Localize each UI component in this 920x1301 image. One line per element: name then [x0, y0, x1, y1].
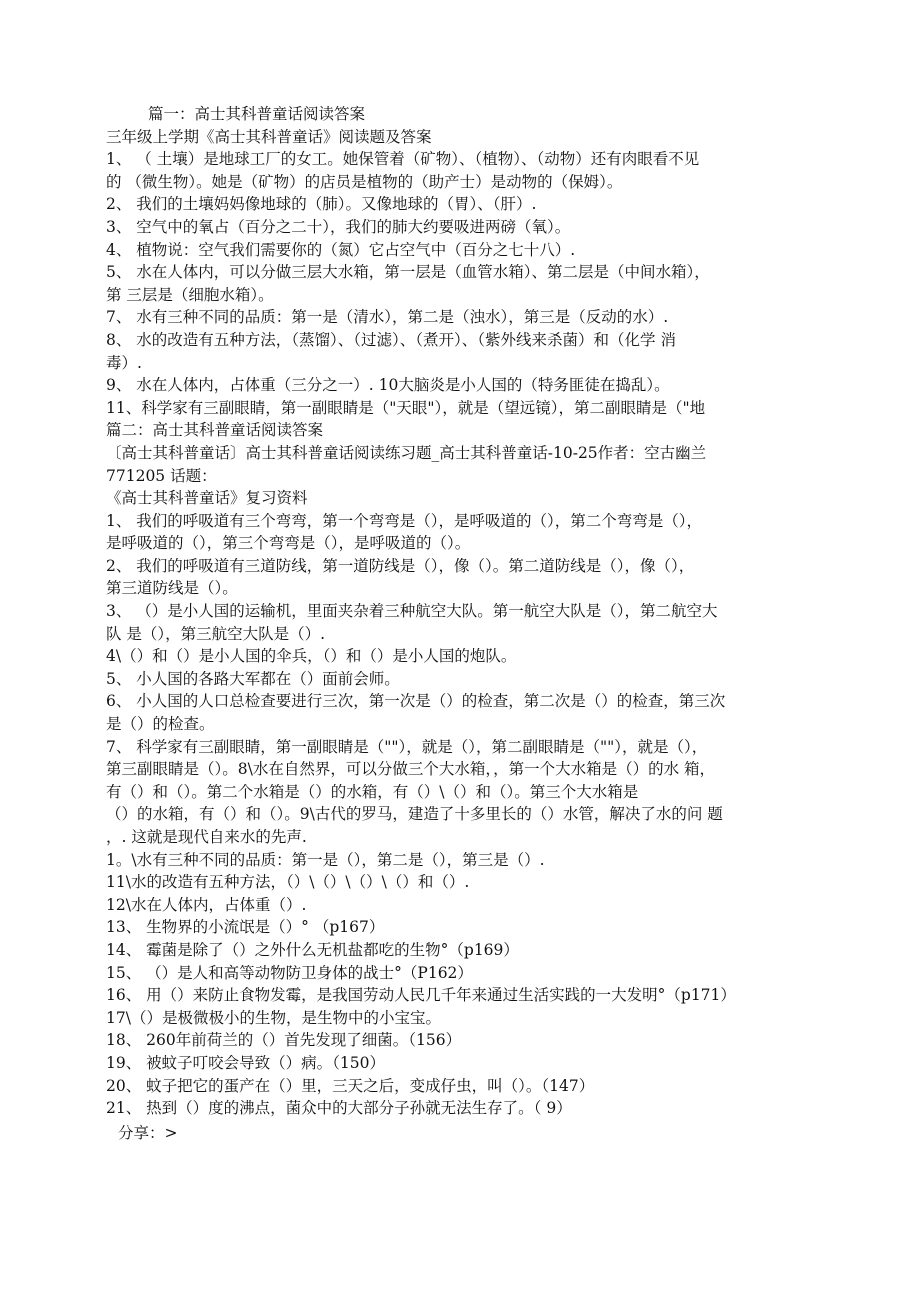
- text-line: 第三道防线是（）。: [106, 579, 238, 598]
- text-line: 11\水的改造有五种方法，（）\（）\（）\（）和（）.: [106, 873, 470, 892]
- text-line: 12\水在人体内，占体重（）.: [106, 895, 307, 914]
- text-line: 16、 用（）来防止食物发霉，是我国劳动人民几千年来通过生活实践的一大发明°（p171）: [106, 986, 736, 1005]
- text-line: 毒）.: [106, 353, 142, 372]
- text-line: （）的水箱，有（）和（）。9\古代的罗马，建造了十多里长的（）水管，解决了水的问 题: [106, 805, 723, 824]
- text-line: 17\（）是极微极小的生物，是生物中的小宝宝。: [106, 1008, 441, 1027]
- text-line: 7、 科学家有三副眼睛，第一副眼睛是（""），就是（），第二副眼睛是（""），就是（），: [106, 737, 708, 756]
- text-line: 21、 热到（）度的沸点，菌众中的大部分子孙就无法生存了。（ 9）: [106, 1099, 572, 1118]
- text-line: 771205 话题：: [106, 466, 217, 485]
- text-line: 9、 水在人体内，占体重（三分之一）. 10大脑炎是小人国的（特务匪徒在捣乱）。: [106, 376, 670, 395]
- document-subtitle: 三年级上学期《高士其科普童话》阅读题及答案: [106, 127, 432, 146]
- text-line: 7、 水有三种不同的品质：第一是（清水），第二是（浊水），第三是（反动的水）.: [106, 308, 669, 327]
- text-line: 第三副眼睛是（）。8\水在自然界，可以分做三个大水箱，，第一个大水箱是（）的水 箱，: [106, 760, 716, 779]
- section-title-1: 篇一：高士其科普童话阅读答案: [148, 105, 366, 123]
- text-line: 6、 小人国的人口总检查要进行三次，第一次是（）的检查，第二次是（）的检查，第三次: [106, 692, 726, 711]
- text-line: 13、 生物界的小流氓是（）° （p167）: [106, 918, 385, 937]
- share-link[interactable]: 分享：>: [118, 1123, 178, 1142]
- text-line: 8、 水的改造有五种方法，（蒸馏）、（过滤）、（煮开）、（紫外线来杀菌）和（化学 消: [106, 330, 676, 349]
- text-line: 5、 小人国的各路大军都在（）面前会师。: [106, 669, 400, 688]
- text-line: 11、科学家有三副眼睛，第一副眼睛是（"天眼"），就是（望远镜），第二副眼睛是（"地: [106, 398, 706, 417]
- text-line: 18、 260年前荷兰的（）首先发现了细菌。（156）: [106, 1031, 462, 1050]
- text-line: 14、 霉菌是除了（）之外什么无机盐都吃的生物°（p169）: [106, 940, 519, 959]
- text-line: 3、 （）是小人国的运输机，里面夹杂着三种航空大队。第一航空大队是（），第二航空大: [106, 602, 718, 621]
- text-line: 1、 我们的呼吸道有三个弯弯，第一个弯弯是（），是呼吸道的（），第二个弯弯是（），: [106, 511, 703, 530]
- text-line: 5、 水在人体内，可以分做三层大水箱，第一层是（血管水箱）、第二层是（中间水箱），: [106, 263, 710, 282]
- text-line: 的 （微生物）。她是（矿物）的店员是植物的（助产士）是动物的（保姆）。: [106, 172, 623, 191]
- text-line: 15、 （）是人和高等动物防卫身体的战士°（P162）: [106, 963, 473, 982]
- text-line: 是（）的检查。: [106, 715, 215, 734]
- section-heading: 《高士其科普童话》复习资料: [106, 489, 308, 508]
- text-line: 20、 蚊子把它的蛋产在（）里，三天之后，变成仔虫，叫（）。（147）: [106, 1076, 595, 1095]
- text-line: 有（）和（）。第二个水箱是（）的水箱，有（）\（）和（）。第三个大水箱是: [106, 782, 639, 801]
- text-line: 2、 我们的呼吸道有三道防线，第一道防线是（），像（）。第二道防线是（），像（），: [106, 556, 695, 575]
- text-line: 1、 （ 土壤）是地球工厂的女工。她保管着（矿物）、（植物）、（动物）还有肉眼看不见: [106, 150, 700, 169]
- text-line: 4\（）和（）是小人国的伞兵，（）和（）是小人国的炮队。: [106, 647, 517, 666]
- text-line: 队 是（），第三航空大队是（）.: [106, 624, 326, 643]
- document-page: [106, 103, 818, 1144]
- text-line: 19、 被蚊子叮咬会导致（）病。（150）: [106, 1053, 385, 1072]
- text-line: 1。\水有三种不同的品质：第一是（），第二是（），第三是（）.: [106, 850, 545, 869]
- text-line: 〔高士其科普童话〕高士其科普童话阅读练习题_高士其科普童话-10-25作者：空古幽兰: [106, 443, 707, 462]
- section-title-2: 篇二：高士其科普童话阅读答案: [106, 421, 324, 440]
- text-line: 4、 植物说：空气我们需要你的（氮）它占空气中（百分之七十八）.: [106, 240, 576, 259]
- text-line: 3、 空气中的氧占（百分之二十），我们的肺大约要吸进两磅（氧）。: [106, 217, 571, 236]
- text-line: 第 三层是（细胞水箱）。: [106, 285, 274, 304]
- text-line: 2、 我们的土壤妈妈像地球的（肺）。又像地球的（胃）、（肝）.: [106, 195, 537, 214]
- text-line: 是呼吸道的（），第三个弯弯是（），是呼吸道的（）。: [106, 534, 471, 553]
- text-line: ，. 这就是现代自来水的先声.: [106, 828, 307, 846]
